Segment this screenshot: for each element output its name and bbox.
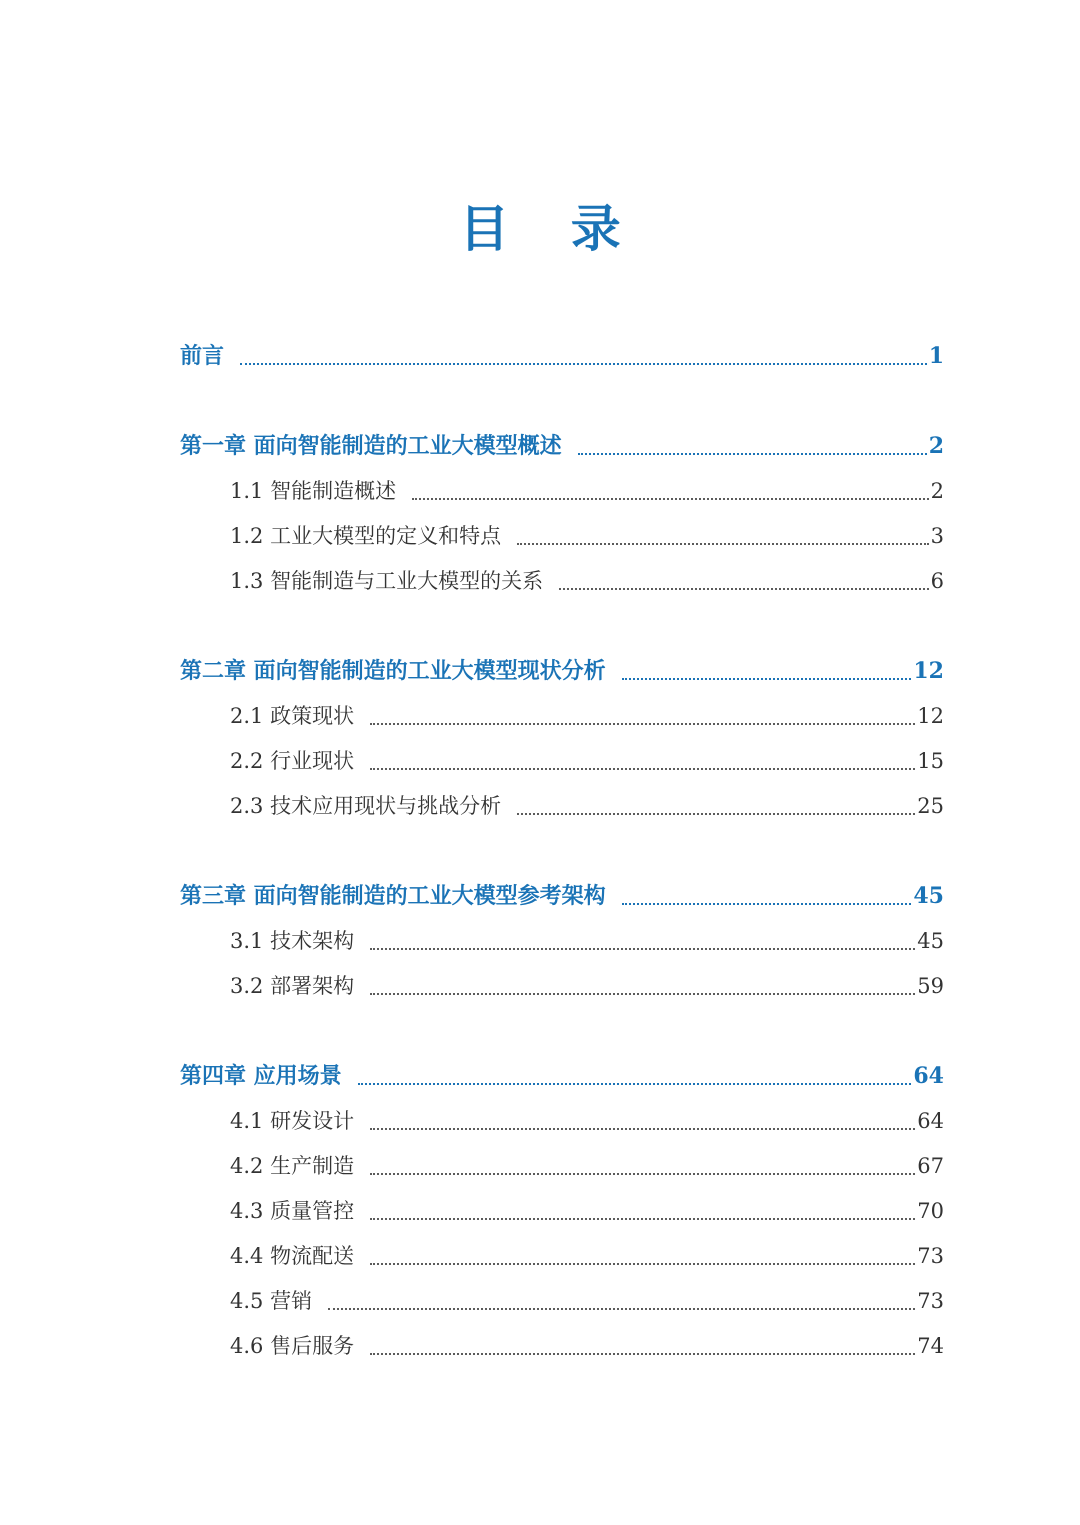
toc-entry-row[interactable] [180,784,944,829]
toc-section-chapter-4 [180,1054,944,1369]
toc-chapter-row[interactable] [180,1054,944,1099]
dot-leader [370,1218,915,1220]
dot-leader [370,1353,915,1355]
toc-page-number: 67 [917,1154,944,1178]
toc-section-chapter-1 [180,424,944,604]
toc-page-number: 25 [917,794,944,818]
dot-leader [517,543,929,545]
toc-entry-label: 4.1 研发设计 [230,1109,355,1133]
toc-page-number: 73 [917,1289,944,1313]
toc-page-number: 12 [917,704,944,728]
dot-leader [412,498,929,500]
toc-page-number: 64 [913,1063,944,1089]
toc-entry-row[interactable] [180,469,944,514]
toc-page-number: 15 [917,749,944,773]
toc-page-number: 2 [930,479,944,503]
dot-leader [370,948,915,950]
toc-chapter-row[interactable] [180,334,944,379]
toc-page-number: 1 [928,343,944,369]
dot-leader [240,363,927,365]
toc-entry-label: 3.1 技术架构 [230,929,355,953]
toc-page-number: 3 [930,524,944,548]
toc-page-number: 59 [917,974,944,998]
toc-entry-label: 4.4 物流配送 [230,1244,355,1268]
toc-entry-row[interactable] [180,739,944,784]
dot-leader [578,453,927,455]
toc-chapter-label: 第二章 面向智能制造的工业大模型现状分析 [180,658,606,684]
toc-entry-row[interactable] [180,919,944,964]
dot-leader [328,1308,915,1310]
dot-leader [370,1128,915,1130]
toc-entry-label: 4.5 营销 [230,1289,313,1313]
toc-entry-row[interactable] [180,1324,944,1369]
toc-entry-row[interactable] [180,964,944,1009]
toc-entry-label: 2.2 行业现状 [230,749,355,773]
toc-entry-row[interactable] [180,1234,944,1279]
toc-section-preface [180,334,944,379]
toc-chapter-row[interactable] [180,424,944,469]
toc-entry-row[interactable] [180,694,944,739]
toc-page-number: 45 [917,929,944,953]
toc-page-number: 12 [913,658,944,684]
toc-page-number: 6 [930,569,944,593]
dot-leader [370,993,915,995]
toc-section-chapter-3 [180,874,944,1009]
dot-leader [559,588,929,590]
toc-entry-row[interactable] [180,514,944,559]
dot-leader [622,678,912,680]
toc-chapter-label: 第三章 面向智能制造的工业大模型参考架构 [180,883,606,909]
dot-leader [370,1173,915,1175]
toc-chapter-label: 前言 [180,343,225,369]
dot-leader [370,768,915,770]
toc-chapter-row[interactable] [180,874,944,919]
dot-leader [370,723,915,725]
toc-entry-row[interactable] [180,1144,944,1189]
toc-page-number: 45 [913,883,944,909]
dot-leader [622,903,912,905]
page-title: 目 录 [459,199,643,258]
toc-entry-label: 1.2 工业大模型的定义和特点 [230,524,502,548]
toc-entry-row[interactable] [180,1189,944,1234]
toc-entry-row[interactable] [180,1099,944,1144]
dot-leader [370,1263,915,1265]
toc-page-number: 2 [928,433,944,459]
table-of-contents [180,334,944,1369]
toc-entry-label: 2.3 技术应用现状与挑战分析 [230,794,502,818]
toc-chapter-row[interactable] [180,649,944,694]
toc-entry-label: 4.2 生产制造 [230,1154,355,1178]
toc-section-chapter-2 [180,649,944,829]
toc-chapter-label: 第一章 面向智能制造的工业大模型概述 [180,433,562,459]
toc-entry-label: 4.3 质量管控 [230,1199,355,1223]
toc-chapter-label: 第四章 应用场景 [180,1063,342,1089]
toc-entry-label: 3.2 部署架构 [230,974,355,998]
toc-page-number: 74 [917,1334,944,1358]
toc-page-number: 64 [917,1109,944,1133]
toc-page-number: 70 [917,1199,944,1223]
toc-entry-label: 1.3 智能制造与工业大模型的关系 [230,569,544,593]
toc-entry-row[interactable] [180,559,944,604]
toc-entry-label: 1.1 智能制造概述 [230,479,397,503]
toc-entry-label: 2.1 政策现状 [230,704,355,728]
toc-page-number: 73 [917,1244,944,1268]
toc-entry-label: 4.6 售后服务 [230,1334,355,1358]
dot-leader [517,813,915,815]
toc-entry-row[interactable] [180,1279,944,1324]
dot-leader [358,1083,912,1085]
